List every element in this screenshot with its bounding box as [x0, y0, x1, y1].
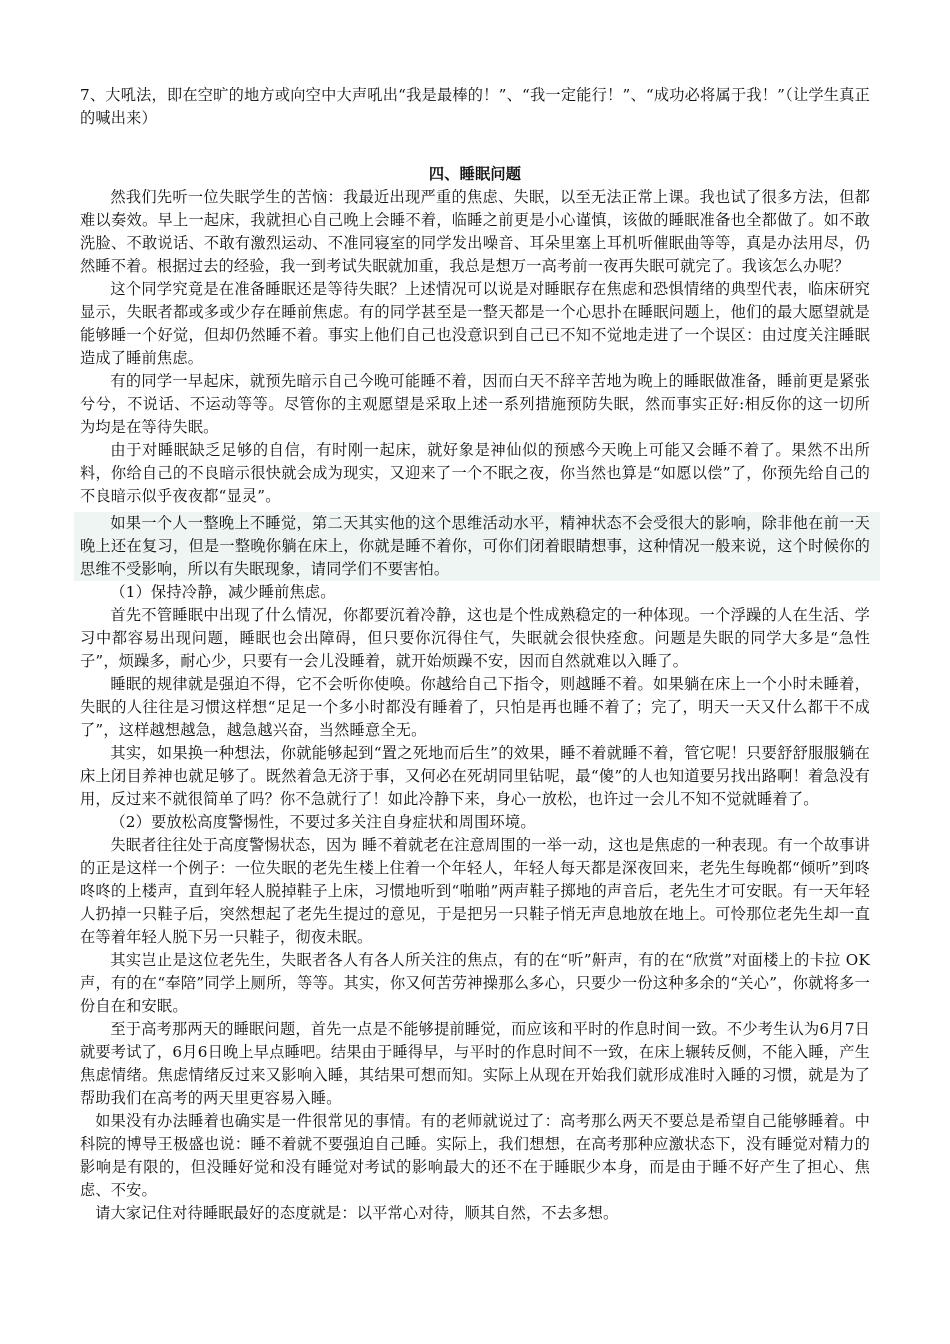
paragraph-focus-points: 其实岂止是这位老先生，失眠者各人有各人所关注的焦点，有的在“听”鼾声，有的在“欣赏”对面楼上的卡拉 OK 声，有的在“奉陪”同学上厕所，等等。其实，你又何苦劳神操那么多心，只要少一份这种多余的“关心”，你就将多一份自在和安眠。	[80, 951, 870, 1015]
paragraph-self-suggestion: 由于对睡眠缺乏足够的自信，有时刚一起床，就好象是神仙似的预感今天晚上可能又会睡不着了。果然不出所料，你给自己的不良暗示很快就会成为现实，又迎来了一个不眠之夜，你当然也算是“如愿以偿”了，你预先给自己的不良暗示似乎夜夜都“显灵”。	[80, 441, 870, 505]
paragraph-old-man-story: 失眠者往往处于高度警惕状态，因为 睡不着就老在注意周围的一举一动，这也是焦虑的一种表现。有一个故事讲的正是这样一个例子：一位失眠的老先生楼上住着一个年轻人，年轻人每天都是深夜回来，老先生每晚都“倾听”到咚咚咚的上楼声，直到年轻人脱掉鞋子上床，习惯地听到“啪啪”两声鞋子掷地的声音后，老先生才可安眠。有一天年轻人扔掉一只鞋子后，突然想起了老先生提过的意见，于是把另一只鞋子悄无声息地放在地上。可怜那位老先生却一直在等着年轻人脱下另一只鞋子，彻夜未眠。	[80, 836, 870, 946]
paragraph-waiting-insomnia: 这个同学究竟是在准备睡眠还是等待失眠？上述情况可以说是对睡眠存在焦虑和恐惧情绪的典型代表，临床研究显示，失眠者都或多或少存在睡前焦虑。有的同学甚至是一整天都是一个心思扑在睡眠问题上，他们的最大愿望就是能够睡一个好觉，但却仍然睡不着。事实上他们自己也没意识到自己已不知不觉地走进了一个误区：由过度关注睡眠造成了睡前焦虑。	[80, 280, 870, 367]
paragraph-change-thinking: 其实，如果换一种想法，你就能够起到“置之死地而后生”的效果，睡不着就睡不着，管它呢！只要舒舒服服躺在床上闭目养神也就足够了。既然着急无济于事，又何必在死胡同里钻呢，最“傻”的人也知道要另找出路啊！着急没有用，反过来不就很简单了吗？你不急就行了！如此冷静下来，身心一放松，也许过一会儿不知不觉就睡着了。	[80, 744, 870, 808]
paragraph-calm-steady: 首先不管睡眠中出现了什么情况，你都要沉着冷静，这也是个性成熟稳定的一种体现。一个浮躁的人在生活、学习中都容易出现问题，睡眠也会出障碍，但只要你沉得住气，失眠就会很快痊愈。问题是失眠的同学大多是“急性子”，烦躁多，耐心少，只要有一会儿没睡着，就开始烦躁不安，因而自然就难以入睡了。	[80, 606, 870, 670]
paragraph-student-complaint: 然我们先听一位失眠学生的苦恼：我最近出现严重的焦虑、失眠，以至无法正常上课。我也试了很多方法，但都难以奏效。早上一起床，我就担心自己晚上会睡不着，临睡之前更是小心谨慎，该做的睡眠准备也全都做了。如不敢洗脸、不敢说话、不敢有激烈运动、不准同寝室的同学发出噪音、耳朵里塞上耳机听催眠曲等等，真是办法用尽，仍然睡不着。根据过去的经验，我一到考试失眠就加重，我总是想万一高考前一夜再失眠可就完了。我该怎么办呢？	[80, 188, 870, 275]
paragraph-best-attitude: 请大家记住对待睡眠最好的态度就是：以平常心对待，顺其自然，不去多想。	[95, 1204, 619, 1222]
paragraph-exam-days-sleep: 至于高考那两天的睡眠问题，首先一点是不能够提前睡觉，而应该和平时的作息时间一致。不少考生认为6月7日就要考试了，6月6日晚上早点睡吧。结果由于睡得早，与平时的作息时间不一致，在床上辗转反侧，不能入睡，产生焦虑情绪。焦虑情绪反过来又影响入睡，其结果可想而知。实际上从现在开始我们就形成准时入睡的习惯，就是为了帮助我们在高考的两天里更容易入睡。	[80, 1020, 870, 1107]
subheading-stay-calm: （1）保持冷静，减少睡前焦虑。	[110, 583, 336, 601]
section-title: 四、睡眠问题	[428, 165, 522, 183]
paragraph-sleep-rule: 睡眠的规律就是强迫不得，它不会听你使唤。你越给自己下指令，则越睡不着。如果躺在床上一个小时未睡着，失眠的人往往是习惯这样想“足足一个多小时都没有睡着了，只怕是再也睡不着了；完了，明天一天又什么都干不成了”，这样越想越急，越急越兴奋，当然睡意全无。	[80, 675, 870, 739]
paragraph-one-night-no-sleep: 如果一个人一整晚上不睡觉，第二天其实他的这个思维活动水平，精神状态不会受很大的影响，除非他在前一天晚上还在复习，但是一整晚你躺在床上，你就是睡不着你，可你们闭着眼睛想事，这种情况一般来说，这个时候你的思维不受影响，所以有失眠现象，请同学们不要害怕。	[74, 512, 880, 581]
subheading-relax-vigilance: （2）要放松高度警惕性，不要过多关注自身症状和周围环境。	[110, 813, 536, 831]
method-7-paragraph: 7、大吼法，即在空旷的地方或向空中大声吼出“我是最棒的！”、“我一定能行！”、“成功必将属于我！”（让学生真正的喊出来）	[80, 86, 870, 127]
document-body	[80, 84, 870, 1225]
paragraph-cannot-sleep: 如果没有办法睡着也确实是一件很常见的事情。有的老师就说过了：高考那么两天不要总是希望自己能够睡着。中科院的博导王极盛也说：睡不着就不要强迫自己睡。实际上，我们想想，在高考那种应激状态下，没有睡觉对精力的影响是有限的，但没睡好觉和没有睡觉对考试的影响最大的还不在于睡眠少本身，而是由于睡不好产生了担心、焦虑、不安。	[80, 1112, 870, 1199]
paragraph-preparing-sleep: 有的同学一早起床，就预先暗示自己今晚可能睡不着，因而白天不辞辛苦地为晚上的睡眠做准备，睡前更是紧张兮兮，不说话、不运动等等。尽管你的主观愿望是采取上述一系列措施预防失眠，然而事实正好:相反你的这一切所为均是在等待失眠。	[80, 372, 870, 436]
